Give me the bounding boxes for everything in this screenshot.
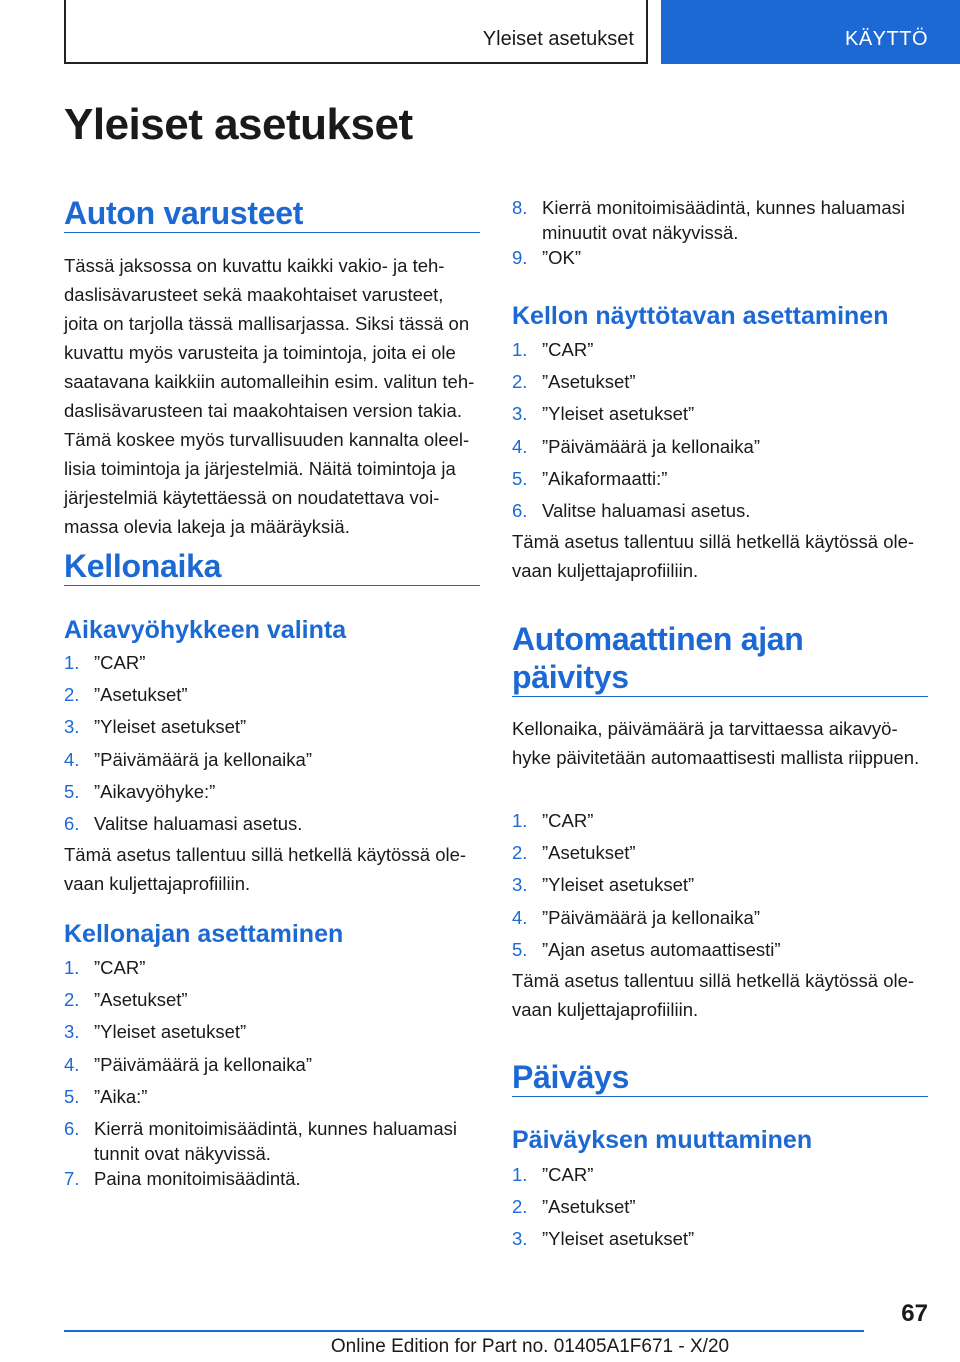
list-item xyxy=(64,987,480,1019)
list-item xyxy=(512,369,928,401)
step-number: 5. xyxy=(64,780,80,802)
auton-varusteet-text: Tässä jaksossa on kuvattu kaikki vakio- ja tehdaslisävarusteet sekä maakohtaiset varusteet, joita on tarjolla tässä mallisarjassa. Siksi tässä on kuvattu myös varusteita ja toimintoja, joita ei ole saatavana kaikkiin automalleihin esim. valitun tehdaslisävarusteen tai maakohtaisen version takia. Tämä koskee myös turvallisuuden kannalta oleellisia toimintoja ja järjestelmiä. Näitä toimintoja ja järjestelmiä käytettäessä on noudatettava voimassa olevia lakeja ja määräyksiä. xyxy=(64,255,475,537)
list-item xyxy=(64,1019,480,1051)
step-text: ”Aikaformaatti:” xyxy=(542,467,668,489)
kellonajan-steps-continued xyxy=(512,195,928,277)
kellonajan-steps xyxy=(64,955,480,1198)
list-item xyxy=(512,937,928,969)
heading-automaattinen-line1: Automaattinen ajan xyxy=(512,621,804,657)
step-text: ”Päivämäärä ja kellonaika” xyxy=(94,748,312,770)
step-number: 1. xyxy=(512,810,528,831)
step-number: 3. xyxy=(64,716,80,738)
heading-kellonajan-asettaminen: Kellonajan asettaminen xyxy=(64,920,344,948)
list-item xyxy=(512,1194,928,1226)
list-item xyxy=(64,714,480,746)
step-number: 1. xyxy=(512,1164,528,1185)
header-section-label: Yleiset asetukset xyxy=(482,28,634,50)
heading-automaattinen-line2: päivitys xyxy=(512,659,629,695)
step-number: 9. xyxy=(512,247,528,268)
paivayksen-steps xyxy=(512,1162,928,1259)
step-text: ”Asetukset” xyxy=(94,684,188,706)
heading-paivayksen-muuttaminen: Päiväyksen muuttaminen xyxy=(512,1126,813,1154)
header-chapter-box xyxy=(661,0,960,64)
nayttotavan-steps xyxy=(512,337,928,530)
list-item xyxy=(64,1166,480,1198)
step-number: 2. xyxy=(64,684,80,706)
step-number: 3. xyxy=(512,403,528,425)
step-number: 1. xyxy=(512,339,528,360)
step-text: ”OK” xyxy=(542,247,582,268)
header-chapter-label: KÄYTTÖ xyxy=(844,28,928,50)
step-text: ”Yleiset asetukset” xyxy=(542,403,695,425)
step-text: ”CAR” xyxy=(94,652,146,673)
list-item xyxy=(64,1116,480,1166)
page-title: Yleiset asetukset xyxy=(64,100,413,149)
heading-aikavyohykkeen-valinta: Aikavyöhykkeen valinta xyxy=(64,616,347,644)
step-text: ”Asetukset” xyxy=(542,1196,636,1218)
list-item xyxy=(512,808,928,840)
list-item xyxy=(512,337,928,369)
step-text: ”CAR” xyxy=(542,810,594,831)
step-number: 5. xyxy=(64,1085,80,1107)
list-item xyxy=(512,872,928,904)
list-item xyxy=(512,1162,928,1194)
heading-automaattinen-ajan-paivitys xyxy=(512,620,928,697)
list-item xyxy=(64,682,480,714)
list-item xyxy=(64,1084,480,1116)
step-number: 2. xyxy=(64,989,80,1011)
heading-kellon-nayttotavan-asettaminen: Kellon näyttötavan asettaminen xyxy=(512,302,889,330)
step-text: ”CAR” xyxy=(94,957,146,978)
step-text: ”Päivämäärä ja kellonaika” xyxy=(542,906,760,928)
step-text: ”Yleiset asetukset” xyxy=(94,716,247,738)
step-text: ”Päivämäärä ja kellonaika” xyxy=(542,435,760,457)
step-number: 8. xyxy=(512,197,528,218)
automaattinen-note: Tämä asetus tallentuu sillä hetkellä käytössä olevaan kuljettajaprofiiliin. xyxy=(512,970,915,1020)
step-text: Kierrä monitoimisäädintä, kunnes haluamasi minuutit ovat näkyvissä. xyxy=(542,197,905,243)
footer-edition: Online Edition for Part no. 01405A1F671 - X/20 xyxy=(330,1336,730,1357)
step-number: 5. xyxy=(512,467,528,489)
aikavyohyke-note: Tämä asetus tallentuu sillä hetkellä käytössä olevaan kuljettajaprofiiliin. xyxy=(64,844,467,894)
step-text: Kierrä monitoimisäädintä, kunnes haluamasi tunnit ovat näkyvissä. xyxy=(94,1117,457,1164)
list-item xyxy=(512,498,928,530)
step-text: ”Päivämäärä ja kellonaika” xyxy=(94,1053,312,1075)
nayttotavan-note: Tämä asetus tallentuu sillä hetkellä käytössä olevaan kuljettajaprofiiliin. xyxy=(512,531,915,581)
step-number: 5. xyxy=(512,938,528,960)
step-text: Paina monitoimisäädintä. xyxy=(94,1167,301,1189)
heading-kellonaika: Kellonaika xyxy=(64,547,480,586)
step-number: 2. xyxy=(512,371,528,393)
heading-auton-varusteet: Auton varusteet xyxy=(64,194,480,233)
step-number: 6. xyxy=(64,812,80,834)
list-item xyxy=(512,905,928,937)
step-number: 4. xyxy=(512,435,528,457)
step-number: 4. xyxy=(64,1053,80,1075)
step-text: ”Aika:” xyxy=(94,1085,148,1107)
list-item xyxy=(512,195,928,245)
header-section-box xyxy=(64,0,648,64)
list-item xyxy=(64,747,480,779)
step-number: 1. xyxy=(64,957,80,978)
list-item xyxy=(512,840,928,872)
step-number: 2. xyxy=(512,1196,528,1218)
step-text: ”Yleiset asetukset” xyxy=(542,1228,695,1250)
step-text: Valitse haluamasi asetus. xyxy=(94,812,303,834)
list-item xyxy=(512,466,928,498)
step-number: 3. xyxy=(512,1228,528,1250)
step-text: ”Asetukset” xyxy=(542,371,636,393)
list-item xyxy=(512,434,928,466)
step-number: 4. xyxy=(64,748,80,770)
step-text: ”Asetukset” xyxy=(542,842,636,864)
step-text: ”Yleiset asetukset” xyxy=(542,874,695,896)
heading-paivays: Päiväys xyxy=(512,1058,928,1097)
step-text: ”Yleiset asetukset” xyxy=(94,1021,247,1043)
list-item xyxy=(512,1226,928,1258)
step-text: ”Ajan asetus automaattisesti” xyxy=(542,938,781,960)
step-text: ”Asetukset” xyxy=(94,989,188,1011)
step-text: ”Aikavyöhyke:” xyxy=(94,780,216,802)
step-number: 3. xyxy=(64,1021,80,1043)
aikavyohyke-steps xyxy=(64,650,480,843)
step-number: 7. xyxy=(64,1167,80,1189)
list-item xyxy=(512,245,928,277)
list-item xyxy=(64,1052,480,1084)
step-text: ”CAR” xyxy=(542,339,594,360)
step-number: 3. xyxy=(512,874,528,896)
step-number: 6. xyxy=(512,499,528,521)
footer-rule xyxy=(64,1330,864,1332)
step-text: ”CAR” xyxy=(542,1164,594,1185)
automaattinen-steps xyxy=(512,808,928,969)
automaattinen-text: Kellonaika, päivämäärä ja tarvittaessa aikavyöhyke päivitetään automaattisesti mallista riippuen. xyxy=(512,718,920,768)
list-item xyxy=(64,779,480,811)
list-item xyxy=(512,401,928,433)
step-number: 6. xyxy=(64,1117,80,1139)
list-item xyxy=(64,955,480,987)
step-text: Valitse haluamasi asetus. xyxy=(542,499,751,521)
step-number: 2. xyxy=(512,842,528,864)
page-number: 67 xyxy=(901,1300,928,1327)
step-number: 4. xyxy=(512,906,528,928)
step-number: 1. xyxy=(64,652,80,673)
list-item xyxy=(64,811,480,843)
list-item xyxy=(64,650,480,682)
